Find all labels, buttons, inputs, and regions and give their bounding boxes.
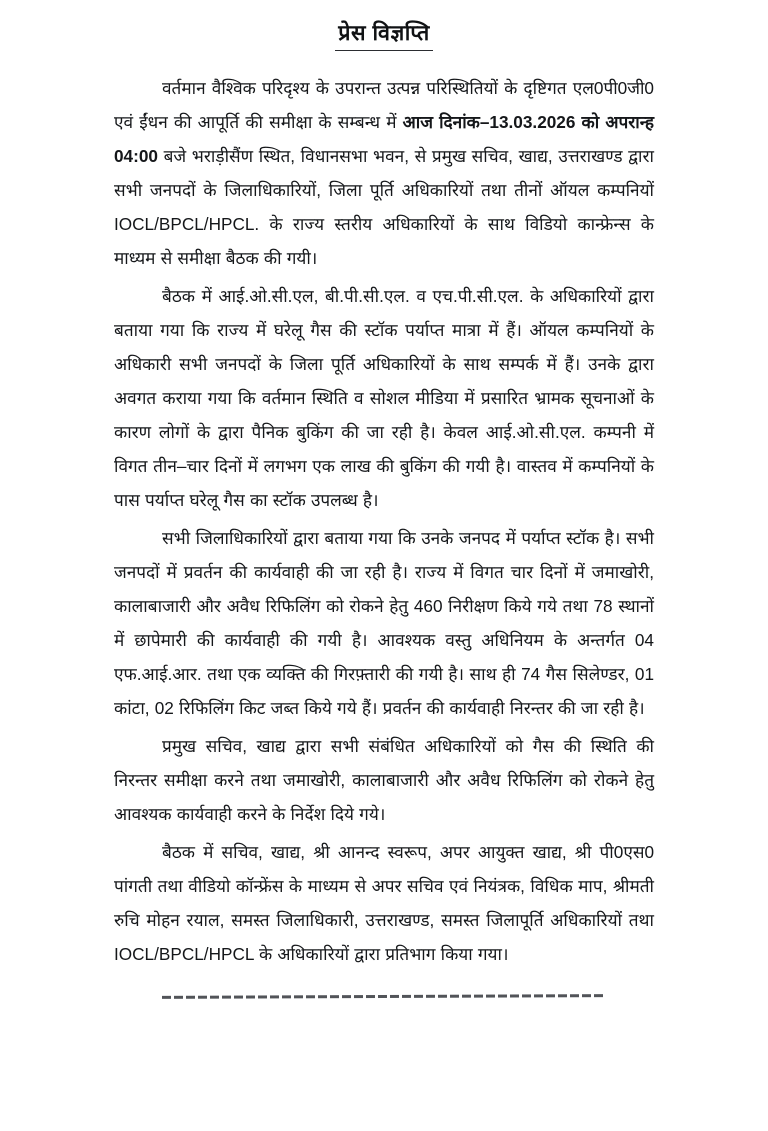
paragraph-5 (114, 835, 654, 971)
footer-divider-rule (162, 994, 606, 999)
page-title: प्रेस विज्ञप्ति (335, 20, 433, 51)
emphasis-run: आज दिनांक–13.03.2026 को अपरान्ह 04:00 (114, 111, 654, 166)
text-run: प्रमुख सचिव, खाद्य द्वारा सभी संबंधित अधिकारियों को गैस की स्थिति की निरन्तर समीक्षा करने तथा जमाखोरी, कालाबाजारी और अवैध रिफिलिंग को रोकने हेतु आवश्यक कार्यवाही करने के निर्देश दिये गये। (114, 735, 654, 824)
text-run: बजे भराड़ीसैंण स्थित, विधानसभा भवन, से प्रमुख सचिव, खाद्य, उत्तराखण्ड द्वारा सभी जनपदों के जिलाधिकारियों, जिला पूर्ति अधिकारियों तथा तीनों ऑयल कम्पनियों IOCL/BPCL/HPCL. के राज्य स्तरीय अधिकारियों के साथ विडियो कान्फ्रेन्स के माध्यम से समीक्षा बैठक की गयी। (114, 145, 654, 268)
text-run: वर्तमान वैश्विक परिदृश्य के उपरान्त उत्पन्न परिस्थितियों के दृष्टिगत एल0पी0जी0 एवं ईंधन की आपूर्ति की समीक्षा के सम्बन्ध में (114, 77, 654, 132)
paragraph-1 (114, 71, 654, 275)
text-run: बैठक में आई.ओ.सी.एल, बी.पी.सी.एल. व एच.पी.सी.एल. के अधिकारियों द्वारा बताया गया कि राज्य में घरेलू गैस की स्टॉक पर्याप्त मात्रा में हैं। ऑयल कम्पनियों के अधिकारी सभी जनपदों के जिला पूर्ति अधिकारियों के साथ सम्पर्क में हैं। उनके द्वारा अवगत कराया गया कि वर्तमान स्थिति व सोशल मीडिया में प्रसारित भ्रामक सूचनाओं के कारण लोगों के द्वारा पैनिक बुकिंग की जा रही है। केवल आई.ओ.सी.एल. कम्पनी में विगत तीन–चार दिनों में लगभग एक लाख की बुकिंग की गयी है। वास्तव में कम्पनियों के पास पर्याप्त घरेलू गैस का स्टॉक उपलब्ध है। (114, 285, 654, 510)
document-body (114, 57, 654, 971)
footer-divider-container (114, 995, 654, 998)
paragraph-3 (114, 521, 654, 725)
paragraph-2 (114, 279, 654, 517)
document-title-container (0, 0, 768, 57)
text-run: बैठक में सचिव, खाद्य, श्री आनन्द स्वरूप, अपर आयुक्त खाद्य, श्री पी0एस0 पांगती तथा वीडियो कॉन्फ्रेंस के माध्यम से अपर सचिव एवं नियंत्रक, विधिक माप, श्रीमती रुचि मोहन रयाल, समस्त जिलाधिकारी, उत्तराखण्ड, समस्त जिलापूर्ति अधिकारियों तथा IOCL/BPCL/HPCL के अधिकारियों द्वारा प्रतिभाग किया गया। (114, 841, 654, 964)
paragraph-4 (114, 729, 654, 831)
text-run: सभी जिलाधिकारियों द्वारा बताया गया कि उनके जनपद में पर्याप्त स्टॉक है। सभी जनपदों में प्रवर्तन की कार्यवाही की जा रही है। राज्य में विगत चार दिनों में जमाखोरी, कालाबाजारी और अवैध रिफिलिंग को रोकने हेतु 460 निरीक्षण किये गये तथा 78 स्थानों में छापेमारी की कार्यवाही की गयी है। आवश्यक वस्तु अधिनियम के अन्तर्गत 04 एफ.आई.आर. तथा एक व्यक्ति की गिरफ़्तारी की गयी है। साथ ही 74 गैस सिलेण्डर, 01 कांटा, 02 रिफिलिंग किट जब्त किये गये हैं। प्रवर्तन की कार्यवाही निरन्तर की जा रही है। (114, 527, 654, 718)
